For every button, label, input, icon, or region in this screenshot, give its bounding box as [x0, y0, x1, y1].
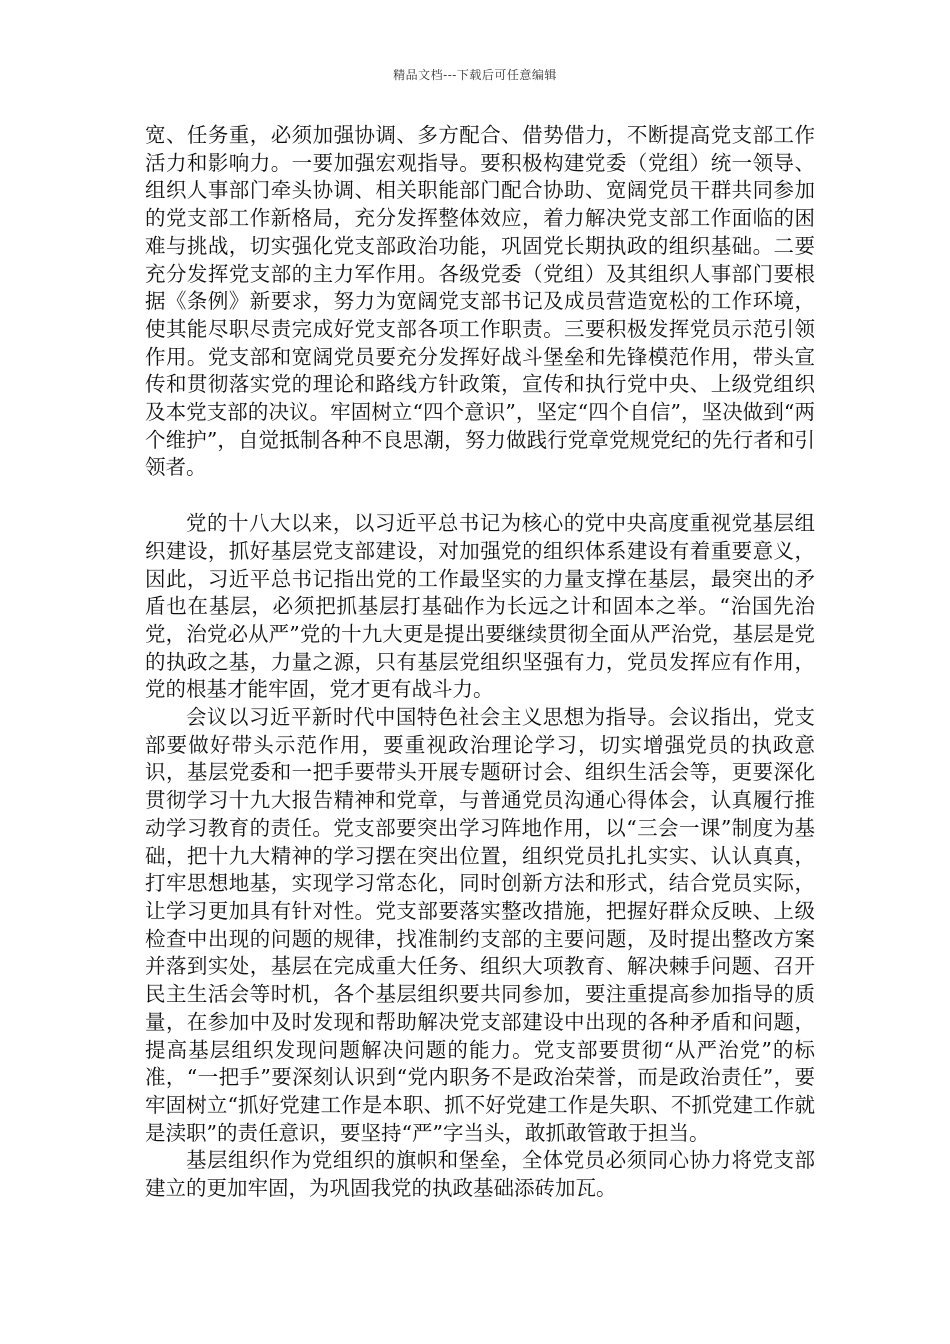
paragraph-continued: 宽、任务重，必须加强协调、多方配合、借势借力，不断提高党支部工作活力和影响力。一要加强宏观指导。要积极构建党委（党组）统一领导、组织人事部门牵头协调、相关职能部门配合协助、宽阔党员干群共同参加的党支部工作新格局，充分发挥整体效应，着力解决党支部工作面临的困难与挑战，切实强化党支部政治功能，巩固党长期执政的组织基础。二要充分发挥党支部的主力军作用。各级党委（党组）及其组织人事部门要根据《条例》新要求，努力为宽阔党支部书记及成员营造宽松的工作环境，使其能尽职尽责完成好党支部各项工作职责。三要积极发挥党员示范引领作用。党支部和宽阔党员要充分发挥好战斗堡垒和先锋模范作用，带头宣传和贯彻落实党的理论和路线方针政策，宣传和执行党中央、上级党组织及本党支部的决议。牢固树立“四个意识”，坚定“四个自信”，坚决做到“两个维护”，自觉抵制各种不良思潮，努力做践行党章党规党纪的先行者和引领者。 [145, 123, 815, 480]
paragraph: 党的十八大以来，以习近平总书记为核心的党中央高度重视党基层组织建设，抓好基层党支部建设，对加强党的组织体系建设有着重要意义，因此，习近平总书记指出党的工作最坚实的力量支撑在基层，最突出的矛盾也在基层，必须把抓基层打基础作为长远之计和固本之举。“治国先治党，治党必从严”党的十九大更是提出要继续贯彻全面从严治党，基层是党的执政之基，力量之源，只有基层党组织坚强有力，党员发挥应有作用，党的根基才能牢固，党才更有战斗力。 [145, 511, 815, 702]
paragraph: 基层组织作为党组织的旗帜和堡垒，全体党员必须同心协力将党支部建立的更加牢固，为巩固我党的执政基础添砖加瓦。 [145, 1148, 815, 1201]
paragraph: 会议以习近平新时代中国特色社会主义思想为指导。会议指出，党支部要做好带头示范作用，要重视政治理论学习，切实增强党员的执政意识，基层党委和一把手要带头开展专题研讨会、组织生活会等，更要深化贯彻学习十九大报告精神和党章，与普通党员沟通心得体会，认真履行推动学习教育的责任。党支部要突出学习阵地作用，以“三会一课”制度为基础，把十九大精神的学习摆在突出位置，组织党员扎扎实实、认认真真，打牢思想地基，实现学习常态化，同时创新方法和形式，结合党员实际，让学习更加具有针对性。党支部要落实整改措施，把握好群众反映、上级检查中出现的问题的规律，找准制约支部的主要问题，及时提出整改方案并落到实处，基层在完成重大任务、组织大项教育、解决棘手问题、召开民主生活会等时机，各个基层组织要共同参加，要注重提高参加指导的质量，在参加中及时发现和帮助解决党支部建设中出现的各种矛盾和问题，提高基层组织发现问题解决问题的能力。党支部要贯彻“从严治党”的标准，“一把手”要深刻认识到“党内职务不是政治荣誉，而是政治责任”，要牢固树立“抓好党建工作是本职、抓不好党建工作是失职、不抓党建工作就是渎职”的责任意识，要坚持“严”字当头，敢抓敢管敢于担当。 [145, 705, 815, 1145]
paragraph-spacer [145, 482, 815, 510]
document-body [145, 122, 815, 1203]
page-header: 精品文档---下载后可任意编辑 [393, 68, 557, 82]
